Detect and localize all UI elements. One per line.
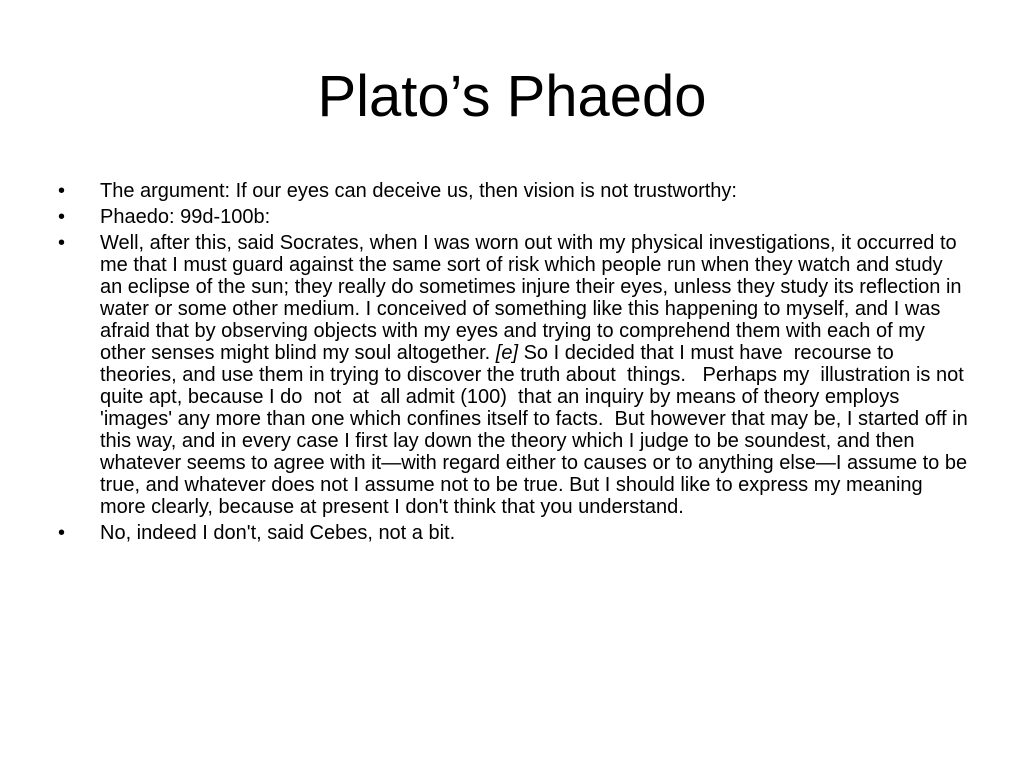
slide-title: Plato’s Phaedo — [317, 64, 707, 129]
bullet-icon: • — [58, 232, 66, 254]
quote-text-after: So I decided that I must have recourse to theories, and use them in trying to discover the truth about things. Perhaps my illustration is not quite apt, because I do not at all admit (100) that an inquiry by means of theory employs 'images' any more than one which confines itself to facts. But however that may be, I started off in this way, and in every case I first lay down the theory which I judge to be soundest, and then whatever seems to agree with it—with regard either to causes or to anything else—I assume to be true, and whatever does not I assume not to be true. But I should like to express my meaning more clearly, because at present I don't think that you understand. — [100, 342, 975, 518]
quote-text-before: Well, after this, said Socrates, when I was worn out with my physical investigations, it occurred to me that I must guard against the same sort of risk which people run when they watch and study an eclipse of the sun; they really do sometimes injure their eyes, unless they study its reflection in water or some other medium. I conceived of something like this happening to myself, and I was afraid that by observing objects with my eyes and trying to comprehend them with each of my other senses might blind my soul altogether. — [100, 232, 968, 364]
bullet-text: Phaedo: 99d-100b: — [100, 206, 271, 228]
bullet-icon: • — [58, 522, 66, 544]
bullet-text: The argument: If our eyes can deceive us, then vision is not trustworthy: — [100, 180, 737, 202]
bullet-list — [58, 180, 975, 548]
bullet-item-quote — [58, 232, 975, 518]
bullet-item-reply — [58, 522, 968, 544]
citation-marker: [e] — [495, 342, 519, 364]
quote-text — [100, 232, 975, 518]
bullet-text: No, indeed I don't, said Cebes, not a bit. — [100, 522, 456, 544]
bullet-item-reference — [58, 206, 968, 228]
bullet-icon: • — [58, 180, 66, 202]
bullet-icon: • — [58, 206, 66, 228]
bullet-item-argument — [58, 180, 968, 202]
